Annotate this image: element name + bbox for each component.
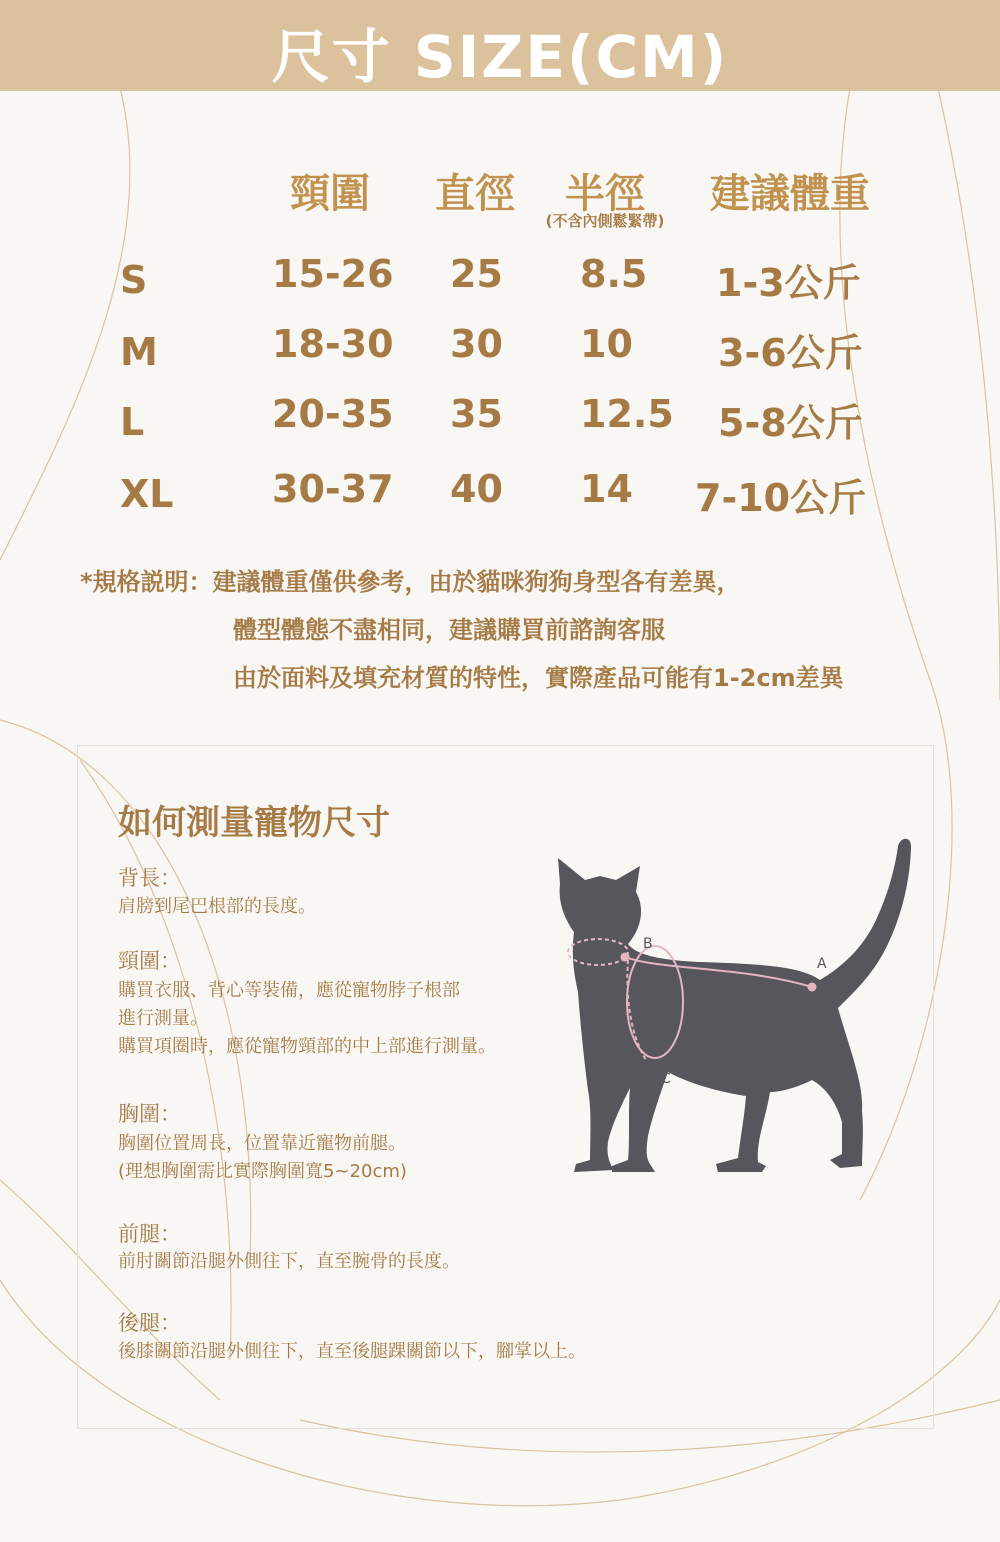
page-title: 尺寸 SIZE(CM) — [271, 23, 729, 91]
spec-note-line: 由於面料及填充材質的特性，實際產品可能有1-2cm差異 — [233, 664, 844, 692]
diameter-value: 30 — [450, 322, 503, 366]
measure-guide-title: 如何測量寵物尺寸 — [118, 803, 390, 843]
col-header-diameter: 直徑 — [435, 171, 515, 217]
header-banner — [0, 0, 1000, 91]
size-label: XL — [120, 472, 174, 516]
section-heading: 胸圍： — [118, 1102, 181, 1126]
radius-value: 12.5 — [580, 392, 674, 436]
weight-value: 5-8公斤 — [718, 401, 863, 445]
neck-value: 18-30 — [272, 322, 394, 366]
col-header-neck: 頸圍 — [290, 171, 370, 217]
radius-note: (不含內側鬆緊帶) — [545, 212, 665, 230]
section-heading: 頸圍： — [118, 949, 181, 973]
col-header-weight: 建議體重 — [710, 171, 870, 217]
label-a: A — [817, 956, 827, 972]
section-text: 購買衣服、背心等裝備，應從寵物脖子根部 — [118, 980, 460, 1001]
section-text: 前肘關節沿腿外側往下，直至腕骨的長度。 — [118, 1251, 460, 1272]
label-c: C — [661, 1071, 671, 1087]
cat-silhouette — [558, 839, 911, 1172]
spec-note-line: *規格説明：建議體重僅供參考，由於貓咪狗狗身型各有差異， — [80, 568, 741, 596]
neck-value: 20-35 — [272, 392, 394, 436]
diameter-value: 35 — [450, 392, 503, 436]
radius-value: 14 — [580, 467, 633, 511]
radius-value: 10 — [580, 322, 633, 366]
label-b: B — [643, 936, 653, 952]
section-text: (理想胸圍需比實際胸圍寬5~20cm) — [118, 1161, 407, 1182]
section-text: 胸圍位置周長，位置靠近寵物前腿。 — [118, 1133, 406, 1154]
weight-value: 3-6公斤 — [718, 331, 863, 375]
diameter-value: 25 — [450, 252, 503, 296]
size-label: S — [120, 258, 148, 302]
section-text: 進行測量。 — [118, 1008, 208, 1029]
cat-measurement-diagram — [540, 830, 930, 1180]
diameter-value: 40 — [450, 467, 503, 511]
section-heading: 前腿： — [118, 1222, 181, 1246]
col-header-radius: 半徑 — [565, 171, 645, 217]
section-heading: 背長： — [118, 866, 181, 890]
radius-value: 8.5 — [580, 252, 648, 296]
neck-value: 15-26 — [272, 252, 394, 296]
section-heading: 後腿： — [118, 1311, 181, 1335]
weight-value: 1-3公斤 — [716, 261, 861, 305]
section-text: 肩膀到尾巴根部的長度。 — [118, 896, 316, 917]
section-text: 後膝關節沿腿外側往下，直至後腿踝關節以下，腳掌以上。 — [118, 1341, 586, 1362]
size-label: L — [120, 400, 145, 444]
spec-note-line: 體型體態不盡相同，建議購買前諮詢客服 — [233, 616, 665, 644]
neck-value: 30-37 — [272, 467, 394, 511]
weight-value: 7-10公斤 — [695, 476, 867, 520]
size-label: M — [120, 330, 158, 374]
section-text: 購買項圈時，應從寵物頸部的中上部進行測量。 — [118, 1036, 496, 1057]
